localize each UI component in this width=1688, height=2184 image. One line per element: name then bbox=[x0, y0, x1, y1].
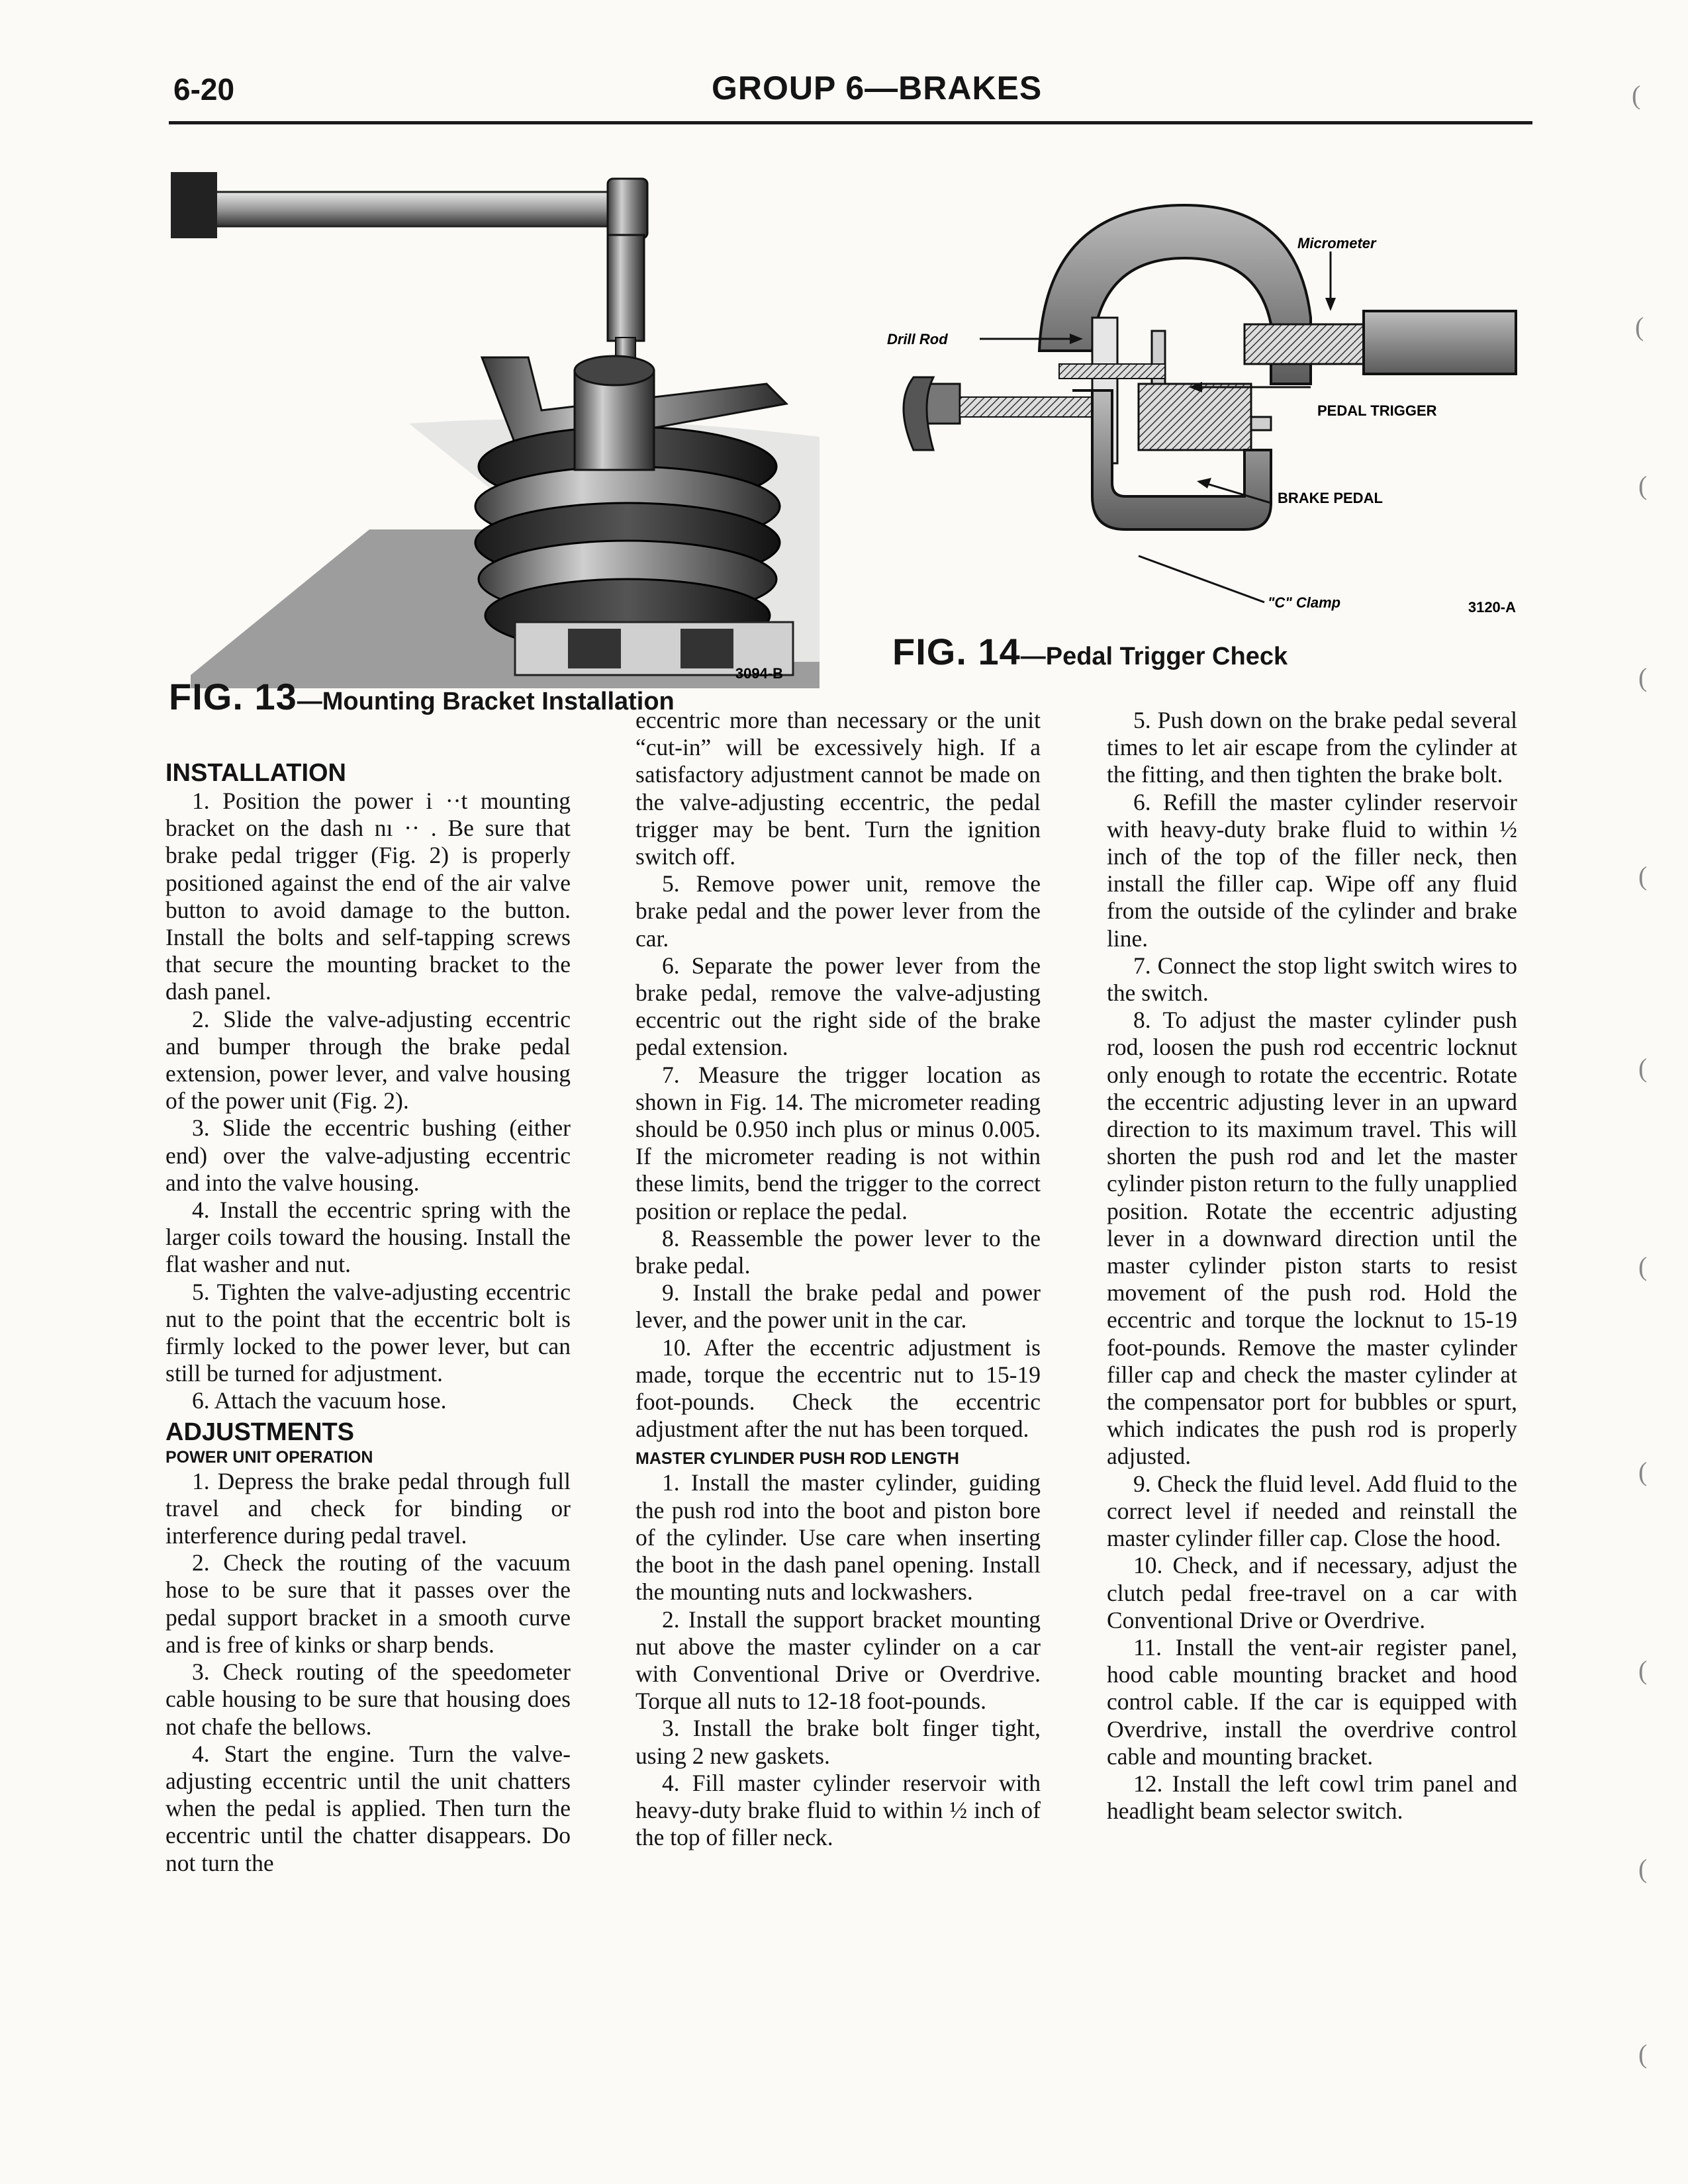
master-step-8: 8. To adjust the master cylinder push rod, loosen the push rod eccentric locknut only enough to rotate the eccentric. Rotate the eccentric adjusting lever in an upward direction to its maximum travel. This will shorten the push rod and let the master cylinder piston return to the fully unapplied position. Rotate the eccentric adjusting lever in a downward direction until the master cylinder piston starts to resist movement of the push rod. Hold the eccentric and torque the locknut to 15-19 foot-pounds. Remove the master cylinder filler cap and check the master cylinder at the compensator port for bubbles or spurt, which indicates the push rod is properly adjusted. bbox=[1107, 1007, 1517, 1470]
fig14-number: FIG. 14 bbox=[892, 631, 1021, 672]
binder-mark: ( bbox=[1638, 1854, 1648, 1884]
installation-step-6: 6. Attach the vacuum hose. bbox=[192, 1387, 447, 1414]
fig14-label-drill-rod: Drill Rod bbox=[887, 331, 948, 347]
binder-mark: ( bbox=[1638, 662, 1648, 692]
fig14-caption-text: —Pedal Trigger Check bbox=[1020, 643, 1288, 670]
adjustment-step-6: 6. Separate the power lever from the brake pedal, remove the valve-adjusting eccentric out the right side of the brake pedal extension. bbox=[635, 952, 1041, 1061]
adjustment-step-4-continued: eccentric more than necessary or the unit “cut-in” will be excessively high. If a satisfactory adjustment cannot be made on the valve-adjusting eccentric, the pedal trigger may be bent. Turn the ignition switch off. bbox=[635, 707, 1041, 870]
header-rule bbox=[169, 121, 1532, 124]
fig14-label-pedal-trigger: PEDAL TRIGGER bbox=[1317, 402, 1437, 419]
master-step-7: 7. Connect the stop light switch wires to the switch. bbox=[1107, 952, 1517, 1007]
master-step-11: 11. Install the vent-air register panel, hood cable mounting bracket and hood control cable. If the car is equipped with Overdrive, install the overdrive control cable and mounting bracket. bbox=[1107, 1633, 1517, 1770]
adjustment-step-9: 9. Install the brake pedal and power lever, and the power unit in the car. bbox=[635, 1279, 1041, 1334]
fig14-pedal-trigger-diagram bbox=[874, 185, 1529, 635]
installation-step-3: 3. Slide the eccentric bushing (either end) over the valve-adjusting eccentric and into the valve housing. bbox=[165, 1115, 571, 1196]
fig13-caption-text: —Mounting Bracket Installation bbox=[297, 688, 675, 715]
column-3 bbox=[1107, 707, 1517, 1825]
binder-mark: ( bbox=[1638, 1655, 1648, 1685]
column-2 bbox=[635, 707, 1041, 1851]
fig13-mounting-bracket-photo bbox=[171, 159, 820, 688]
adjustment-step-8: 8. Reassemble the power lever to the brake pedal. bbox=[635, 1224, 1041, 1279]
column-1 bbox=[165, 748, 571, 1877]
fig14-label-micrometer: Micrometer bbox=[1297, 235, 1376, 251]
power-unit-operation-heading: POWER UNIT OPERATION bbox=[165, 1447, 373, 1467]
master-step-5: 5. Push down on the brake pedal several times to let air escape from the cylinder at the fitting, and then tighten the brake bolt. bbox=[1107, 707, 1517, 788]
adjustment-step-10: 10. After the eccentric adjustment is made, torque the eccentric nut to 15-19 foot-pounds. Check the eccentric adjustment after the nut has been torqued. bbox=[635, 1334, 1041, 1443]
adjustment-step-7: 7. Measure the trigger location as shown in Fig. 14. The micrometer reading should be 0.950 inch plus or minus 0.005. If the micrometer reading is not within these limits, bend the trigger to the correct position or replace the pedal. bbox=[635, 1061, 1041, 1224]
adjustment-step-4: 4. Start the engine. Turn the valve-adjusting eccentric until the unit chatters when the pedal is applied. Then turn the eccentric until the chatter disappears. Do not turn the bbox=[165, 1740, 571, 1876]
fig14-caption bbox=[892, 630, 1288, 673]
master-step-6: 6. Refill the master cylinder reservoir with heavy-duty brake fluid to within ½ inch of the top of the filler neck, then install the filler cap. Wipe off any fluid from the outside of the cylinder and brake line. bbox=[1107, 788, 1517, 952]
fig13-number: FIG. 13 bbox=[169, 676, 297, 717]
fig13-caption bbox=[169, 675, 675, 718]
master-step-1: 1. Install the master cylinder, guiding the push rod into the boot and piston bore of the cylinder. Use care when inserting the boot in the dash panel opening. Install the mounting nuts and lockwashers. bbox=[635, 1469, 1041, 1606]
master-step-9: 9. Check the fluid level. Add fluid to the correct level if needed and reinstall the master cylinder filler cap. Close the hood. bbox=[1107, 1470, 1517, 1552]
binder-mark: ( bbox=[1638, 1457, 1648, 1486]
adjustment-step-5: 5. Remove power unit, remove the brake pedal and the power lever from the car. bbox=[635, 870, 1041, 952]
page-header-title: GROUP 6—BRAKES bbox=[712, 69, 1043, 107]
installation-step-4: 4. Install the eccentric spring with the larger coils toward the housing. Install the flat washer and nut. bbox=[165, 1197, 571, 1278]
fig14-image-code: 3120-A bbox=[1468, 599, 1516, 615]
installation-step-1: 1. Position the power i ··t mounting bracket on the dash nı ·· . Be sure that brake pedal trigger (Fig. 2) is properly positioned against the end of the air valve button to avoid damage to the button. Install the bolts and self-tapping screws that secure the mounting bracket to the dash panel. bbox=[165, 788, 571, 1005]
binder-mark: ( bbox=[1638, 471, 1648, 500]
binder-mark: ( bbox=[1638, 1251, 1648, 1281]
binder-mark: ( bbox=[1638, 861, 1648, 891]
binder-mark: ( bbox=[1638, 2039, 1648, 2069]
binder-mark: ( bbox=[1635, 312, 1644, 341]
master-step-4: 4. Fill master cylinder reservoir with heavy-duty brake fluid to within ½ inch of the top of filler neck. bbox=[635, 1769, 1041, 1851]
installation-step-5: 5. Tighten the valve-adjusting eccentric nut to the point that the eccentric bolt is firmly locked to the power lever, but can still be turned for adjustment. bbox=[165, 1278, 571, 1387]
page-number: 6-20 bbox=[173, 72, 235, 107]
adjustment-step-2: 2. Check the routing of the vacuum hose to be sure that it passes over the pedal support bracket in a smooth curve and is free of kinks or sharp bends. bbox=[165, 1549, 571, 1658]
installation-step-2: 2. Slide the valve-adjusting eccentric and bumper through the brake pedal extension, power lever, and valve housing of the power unit (Fig. 2). bbox=[165, 1005, 571, 1115]
master-step-12: 12. Install the left cowl trim panel and headlight beam selector switch. bbox=[1107, 1770, 1517, 1825]
binder-mark: ( bbox=[1638, 1053, 1648, 1083]
master-step-2: 2. Install the support bracket mounting nut above the master cylinder on a car with Conventional Drive or Overdrive. Torque all nuts to 12-18 foot-pounds. bbox=[635, 1606, 1041, 1715]
fig14-label-c-clamp: "C" Clamp bbox=[1268, 594, 1341, 611]
fig14-label-brake-pedal: BRAKE PEDAL bbox=[1278, 490, 1383, 506]
fig13-image-code: 3094-B bbox=[735, 665, 783, 682]
adjustment-step-1: 1. Depress the brake pedal through full travel and check for binding or interference during pedal travel. bbox=[165, 1467, 571, 1549]
binder-mark: ( bbox=[1632, 80, 1641, 110]
master-step-3: 3. Install the brake bolt finger tight, using 2 new gaskets. bbox=[635, 1715, 1041, 1769]
master-cylinder-heading: MASTER CYLINDER PUSH ROD LENGTH bbox=[635, 1449, 959, 1469]
adjustments-heading: ADJUSTMENTS bbox=[165, 1418, 355, 1446]
installation-heading: INSTALLATION bbox=[165, 759, 346, 787]
adjustment-step-3: 3. Check routing of the speedometer cable housing to be sure that housing does not chafe the bellows. bbox=[165, 1659, 571, 1740]
master-step-10: 10. Check, and if necessary, adjust the clutch pedal free-travel on a car with Conventional Drive or Overdrive. bbox=[1107, 1552, 1517, 1633]
